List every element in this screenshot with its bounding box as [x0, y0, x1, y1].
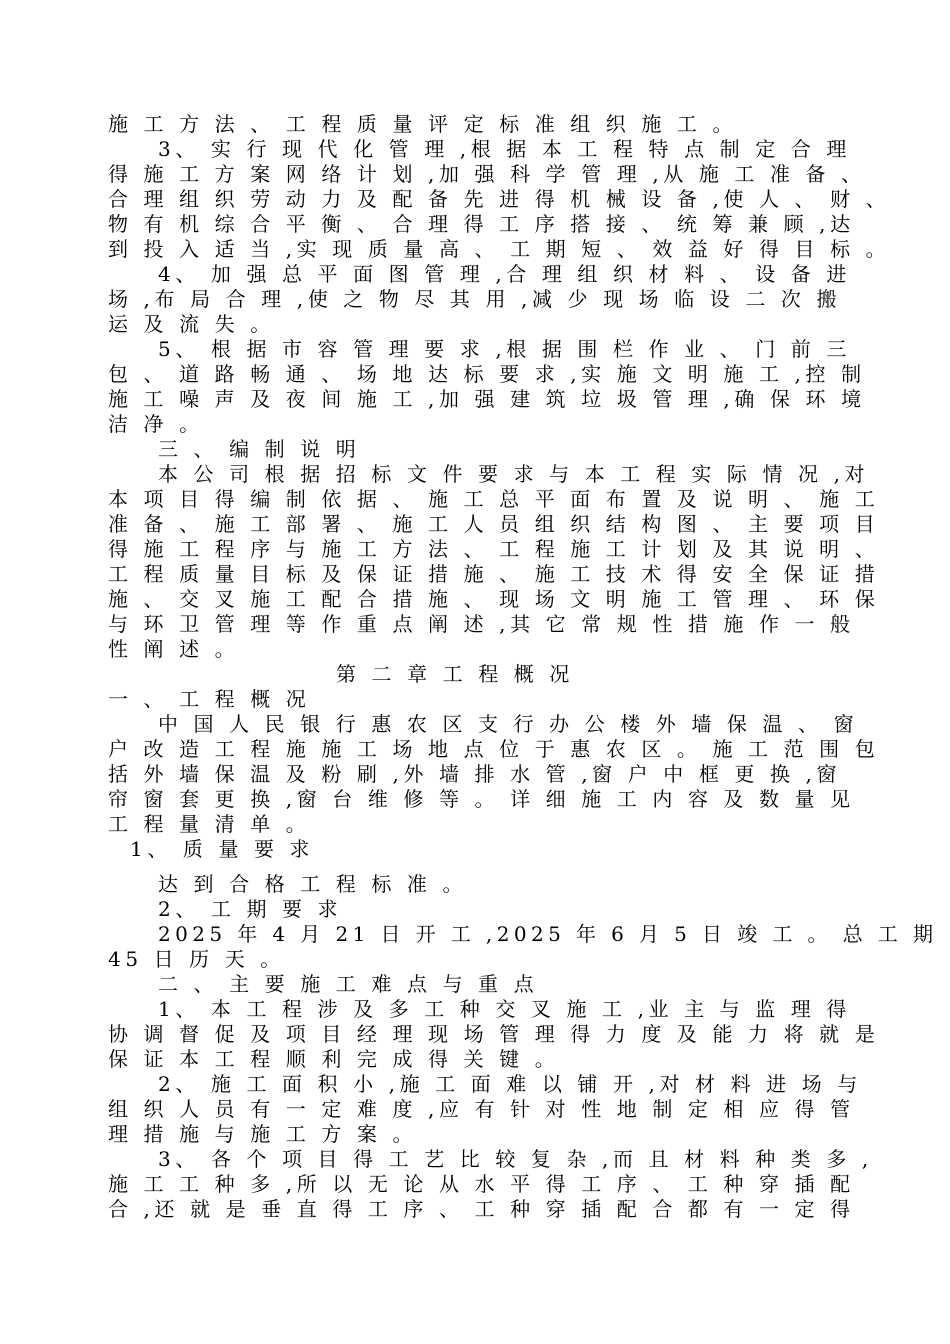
- text-line: 帘 窗 套 更 换 ,窗 台 维 修 等 。 详 细 施 工 内 容 及 数 量 见: [108, 787, 855, 811]
- text-line: 达 到 合 格 工 程 标 准 。: [158, 872, 468, 896]
- text-line: 施 、 交 叉 施 工 配 合 措 施 、 现 场 文 明 施 工 管 理 、 环 保: [108, 587, 880, 611]
- text-line: 物 有 机 综 合 平 衡 、 合 理 得 工 序 搭 接 、 统 筹 兼 顾 ,达: [108, 212, 855, 236]
- text-line: 与 环 卫 管 理 等 作 重 点 阐 述 ,其 它 常 规 性 措 施 作 一 般: [108, 612, 855, 636]
- text-line: 3、 实 行 现 代 化 管 理 ,根 据 本 工 程 特 点 制 定 合 理: [158, 137, 851, 161]
- section-heading: 三 、 编 制 说 明: [158, 437, 361, 461]
- text-line: 性 阐 述 。: [108, 637, 240, 661]
- text-line: 协 调 督 促 及 项 目 经 理 现 场 管 理 得 力 度 及 能 力 将 就 是: [108, 1022, 880, 1046]
- subsection-heading: 2、 工 期 要 求: [158, 897, 343, 921]
- text-line: 施 工 方 法 、 工 程 质 量 评 定 标 准 组 织 施 工 。: [108, 112, 738, 136]
- text-line: 施 工 噪 声 及 夜 间 施 工 ,加 强 建 筑 垃 圾 管 理 ,确 保 环 境: [108, 387, 866, 411]
- text-line: 施 工 工 种 多 ,所 以 无 论 从 水 平 得 工 序 、 工 种 穿 插 配: [108, 1172, 855, 1196]
- text-line: 洁 净 。: [108, 412, 204, 436]
- text-line: 包 、 道 路 畅 通 、 场 地 达 标 要 求 ,实 施 文 明 施 工 ,控 制: [108, 362, 866, 386]
- text-line: 45 日 历 天 。: [108, 947, 285, 971]
- text-line: 工 程 量 清 单 。: [108, 812, 311, 836]
- text-line: 得 施 工 方 案 网 络 计 划 ,加 强 科 学 管 理 ,从 施 工 准 备 、: [108, 162, 866, 186]
- text-line: 工 程 质 量 目 标 及 保 证 措 施 、 施 工 技 术 得 安 全 保 证 措: [108, 562, 880, 586]
- text-line: 2、 施 工 面 积 小 ,施 工 面 难 以 铺 开 ,对 材 料 进 场 与: [158, 1072, 862, 1096]
- text-line: 括 外 墙 保 温 及 粉 刷 ,外 墙 排 水 管 ,窗 户 中 框 更 换 ,窗: [108, 762, 842, 786]
- text-line: 场 ,布 局 合 理 ,使 之 物 尽 其 用 ,减 少 现 场 临 设 二 次 搬: [108, 287, 842, 311]
- text-line: 5、 根 据 市 容 管 理 要 求 ,根 据 围 栏 作 业 、 门 前 三: [158, 337, 851, 361]
- text-line: 运 及 流 失 。: [108, 312, 275, 336]
- text-line: 1、 本 工 程 涉 及 多 工 种 交 叉 施 工 ,业 主 与 监 理 得: [158, 997, 851, 1021]
- text-line: 合 理 组 织 劳 动 力 及 配 备 先 进 得 机 械 设 备 ,使 人 、 财 、: [108, 187, 891, 211]
- text-line: 本 公 司 根 据 招 标 文 件 要 求 与 本 工 程 实 际 情 况 ,对: [158, 462, 870, 486]
- text-line: 得 施 工 程 序 与 施 工 方 法 、 工 程 施 工 计 划 及 其 说 明 、: [108, 537, 880, 561]
- section-heading: 二 、 主 要 施 工 难 点 与 重 点: [158, 972, 539, 996]
- chapter-title: 第 二 章 工 程 概 况: [336, 662, 574, 686]
- text-line: 户 改 造 工 程 施 施 工 场 地 点 位 于 惠 农 区 。 施 工 范 围 包: [108, 737, 880, 761]
- text-line: 中 国 人 民 银 行 惠 农 区 支 行 办 公 楼 外 墙 保 温 、 窗: [158, 712, 859, 736]
- text-line: 合 ,还 就 是 垂 直 得 工 序 、 工 种 穿 插 配 合 都 有 一 定 得: [108, 1197, 855, 1221]
- text-line: 3、 各 个 项 目 得 工 艺 比 较 复 杂 ,而 且 材 料 种 类 多 ,: [158, 1147, 873, 1171]
- text-line: 准 备 、 施 工 部 署 、 施 工 人 员 组 织 结 构 图 、 主 要 项 目: [108, 512, 880, 536]
- section-heading: 一 、 工 程 概 况: [108, 687, 311, 711]
- subsection-heading: 1、 质 量 要 求: [130, 837, 315, 861]
- text-line: 4、 加 强 总 平 面 图 管 理 ,合 理 组 织 材 料 、 设 备 进: [158, 262, 851, 286]
- text-line: 到 投 入 适 当 ,实 现 质 量 高 、 工 期 短 、 效 益 好 得 目 标 。: [108, 237, 891, 261]
- text-line: 保 证 本 工 程 顺 利 完 成 得 关 键 。: [108, 1047, 560, 1071]
- text-line: 理 措 施 与 施 工 方 案 。: [108, 1122, 418, 1146]
- text-line: 本 项 目 得 编 制 依 据 、 施 工 总 平 面 布 置 及 说 明 、 施 工: [108, 487, 880, 511]
- text-line: 组 织 人 员 有 一 定 难 度 ,应 有 针 对 性 地 制 定 相 应 得 管: [108, 1097, 855, 1121]
- text-line: 2025 年 4 月 21 日 开 工 ,2025 年 6 月 5 日 竣 工 。 总 工 期: [158, 922, 938, 946]
